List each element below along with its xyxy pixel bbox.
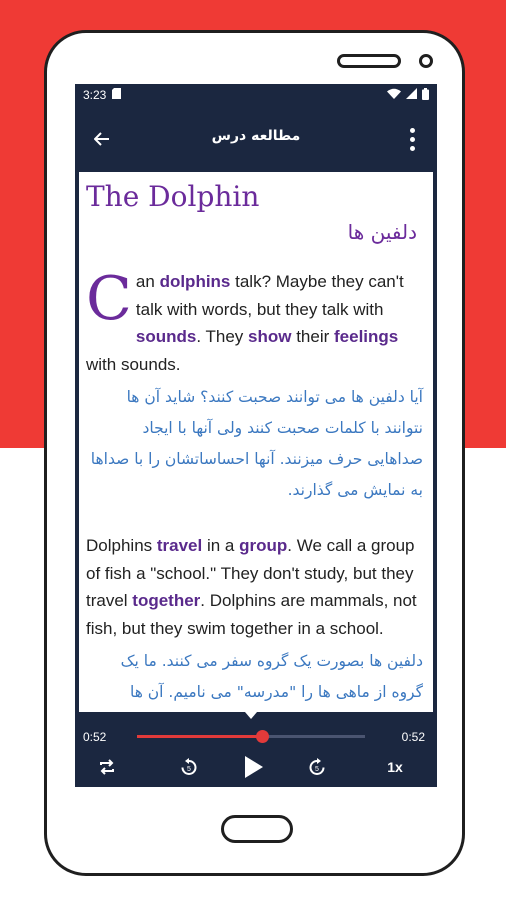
- audio-player: [75, 712, 437, 787]
- player-controls: [75, 752, 437, 782]
- app-screen: [75, 84, 437, 787]
- vocab-word[interactable]: sounds: [135, 327, 197, 346]
- svg-text:5: 5: [315, 766, 319, 773]
- vocab-word[interactable]: dolphins: [159, 272, 231, 291]
- vocab-word[interactable]: together: [132, 591, 201, 610]
- text-span: an: [135, 272, 160, 291]
- text-span: their: [291, 327, 335, 346]
- paragraph-1: [86, 264, 427, 378]
- play-icon[interactable]: [241, 752, 267, 782]
- text-span: in a: [202, 536, 240, 555]
- elapsed-time: 0:52: [83, 730, 107, 744]
- paragraph-2-translation: دلفین ها بصورت یک گروه سفر می کنند. ما یک گروه از ماهی ها را "مدرسه" می نامیم. آن ها: [120, 652, 423, 701]
- text-span: . Dolphins are mammals, not fish, but they swim together in a school.: [86, 591, 417, 638]
- vocab-word[interactable]: group: [239, 536, 288, 555]
- seek-bar-thumb[interactable]: [256, 730, 269, 743]
- signal-icon: [406, 88, 417, 102]
- phone-speaker: [337, 54, 401, 68]
- collapse-caret-icon[interactable]: [245, 712, 257, 719]
- text-span: Dolphins: [86, 536, 157, 555]
- lesson-content[interactable]: [79, 172, 433, 712]
- text-span: . We call a group of fish a "school." They don't study, but they travel: [86, 536, 415, 610]
- sd-card-icon: [112, 88, 121, 102]
- text-span: talk? Maybe they can't talk with words, but they talk with: [135, 272, 404, 319]
- seek-bar-progress: [137, 735, 262, 738]
- wifi-icon: [387, 88, 401, 102]
- battery-icon: [422, 88, 429, 103]
- status-icons: [387, 88, 429, 103]
- more-vert-icon[interactable]: [401, 124, 423, 154]
- vocab-word[interactable]: travel: [156, 536, 203, 555]
- status-bar: [75, 84, 437, 106]
- lesson-title-fa: دلفین ها: [347, 220, 417, 244]
- drop-cap: C: [86, 264, 132, 334]
- phone-camera: [419, 54, 433, 68]
- total-time: 0:52: [401, 730, 425, 744]
- svg-text:5: 5: [187, 766, 191, 773]
- paragraph-1-translation: آیا دلفین ها می توانند صحبت کنند؟ شاید آن ها نتوانند با کلمات صحبت کنند ولی آنها با ایجاد صداهایی حرف میزنند. آنها احساساتشان را با صداها به نمایش می گذارند.: [90, 388, 423, 499]
- phone-home-button: [221, 815, 293, 843]
- replay-5-icon[interactable]: [177, 752, 201, 782]
- paragraph-2: [86, 532, 427, 642]
- text-span: with sounds.: [86, 354, 181, 374]
- text-span: . They: [196, 327, 249, 346]
- repeat-icon[interactable]: [95, 752, 119, 782]
- forward-5-icon[interactable]: [305, 752, 329, 782]
- seek-bar[interactable]: [137, 735, 365, 738]
- page-title: مطالعه درس: [211, 128, 301, 144]
- vocab-word[interactable]: show: [248, 327, 292, 346]
- app-bar: [75, 106, 437, 172]
- playback-speed-button[interactable]: 1x: [387, 759, 403, 775]
- status-time: 3:23: [83, 88, 107, 102]
- vocab-word[interactable]: feelings: [334, 327, 399, 346]
- lesson-title-en: The Dolphin: [86, 180, 260, 213]
